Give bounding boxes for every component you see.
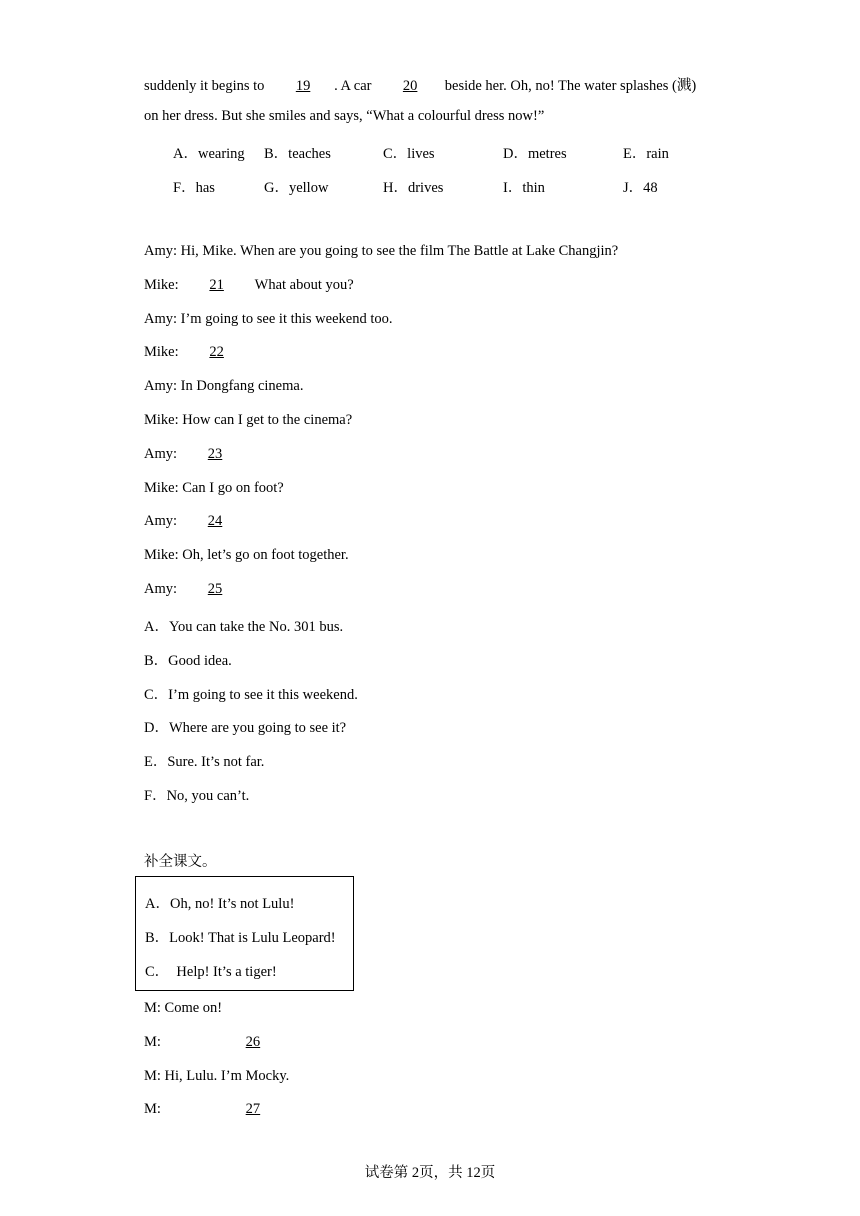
story-text: M:: [144, 1101, 161, 1117]
dialogue-text: Mike: How can I get to the cinema?: [144, 412, 353, 428]
dialogue-text: Amy:: [144, 513, 178, 529]
story-line: [144, 1034, 336, 1051]
dialogue-line: [144, 378, 303, 395]
dialogue-text: Amy:: [144, 581, 178, 597]
word-option: F．has: [173, 180, 215, 196]
dialogue-text: Amy: I’m going to see it this weekend too.: [144, 311, 393, 327]
word-option: C．lives: [383, 146, 435, 162]
answer-blank-26[interactable]: 26: [245, 1034, 261, 1050]
story-text: M:: [144, 1034, 161, 1050]
dialogue-text: What about you?: [254, 277, 354, 293]
dialogue-line: [144, 412, 352, 429]
answer-blank-19[interactable]: 19: [295, 78, 311, 94]
dialogue-text: Mike: Can I go on foot?: [144, 480, 284, 496]
box-option: A．Oh, no! It’s not Lulu!: [145, 896, 295, 912]
sentence-option: C．I’m going to see it this weekend.: [144, 687, 358, 703]
sentence-option: D．Where are you going to see it?: [144, 720, 347, 736]
word-option: H．drives: [383, 180, 444, 196]
dialogue-line: [144, 243, 618, 260]
section-title: 补全课文。: [144, 854, 217, 870]
answer-blank-24[interactable]: 24: [207, 513, 223, 529]
dialogue-text: Amy: Hi, Mike. When are you going to see the film The Battle at Lake Changjin?: [144, 243, 619, 259]
word-option: I．thin: [503, 180, 545, 196]
box-option: B．Look! That is Lulu Leopard!: [145, 930, 336, 946]
options-box: [135, 876, 354, 991]
word-option: D．metres: [503, 146, 567, 162]
answer-blank-25[interactable]: 25: [207, 581, 223, 597]
answer-blank-20[interactable]: 20: [402, 78, 418, 94]
answer-blank-22[interactable]: 22: [209, 344, 224, 360]
dialogue-line: [144, 277, 354, 294]
answer-blank-27[interactable]: 27: [245, 1101, 261, 1117]
sentence-option: B．Good idea.: [144, 653, 232, 669]
story-line: [144, 1101, 336, 1118]
word-option: G．yellow: [264, 180, 329, 196]
story-line: [144, 1000, 222, 1017]
sentence-option: F．No, you can’t.: [144, 788, 250, 804]
passage-line-2: on her dress. But she smiles and says, “What a colourful dress now!”: [144, 108, 545, 124]
dialogue-line: [144, 480, 284, 497]
word-option: E．rain: [623, 146, 669, 162]
dialogue-line: [144, 547, 349, 564]
answer-blank-23[interactable]: 23: [207, 446, 223, 462]
dialogue-text: Amy: In Dongfang cinema.: [144, 378, 304, 394]
word-option: A．wearing: [173, 146, 245, 162]
dialogue-text: Mike:: [144, 344, 179, 360]
box-option: C． Help! It’s a tiger!: [145, 964, 277, 980]
dialogue-line: [144, 446, 245, 463]
dialogue-line: [144, 513, 245, 530]
story-text: M: Come on!: [144, 1000, 223, 1016]
passage-text: . A car: [334, 78, 372, 94]
page-footer: 试卷第 2页，共 12页: [364, 1165, 496, 1181]
dialogue-line: [144, 311, 392, 328]
dialogue-line: [144, 344, 247, 361]
dialogue-text: Mike: Oh, let’s go on foot together.: [144, 547, 349, 563]
word-option: B．teaches: [264, 146, 331, 162]
passage-line-1: [144, 74, 696, 95]
word-option: J．48: [623, 180, 658, 196]
story-text: M: Hi, Lulu. I’m Mocky.: [144, 1068, 290, 1084]
sentence-option: E．Sure. It’s not far.: [144, 754, 265, 770]
answer-blank-21[interactable]: 21: [209, 277, 224, 293]
dialogue-text: Mike:: [144, 277, 179, 293]
passage-text: beside her. Oh, no! The water splashes (溅): [444, 78, 697, 94]
passage-text: suddenly it begins to: [144, 78, 265, 94]
story-line: [144, 1068, 289, 1085]
dialogue-line: [144, 581, 245, 598]
dialogue-text: Amy:: [144, 446, 178, 462]
sentence-option: A．You can take the No. 301 bus.: [144, 619, 344, 635]
